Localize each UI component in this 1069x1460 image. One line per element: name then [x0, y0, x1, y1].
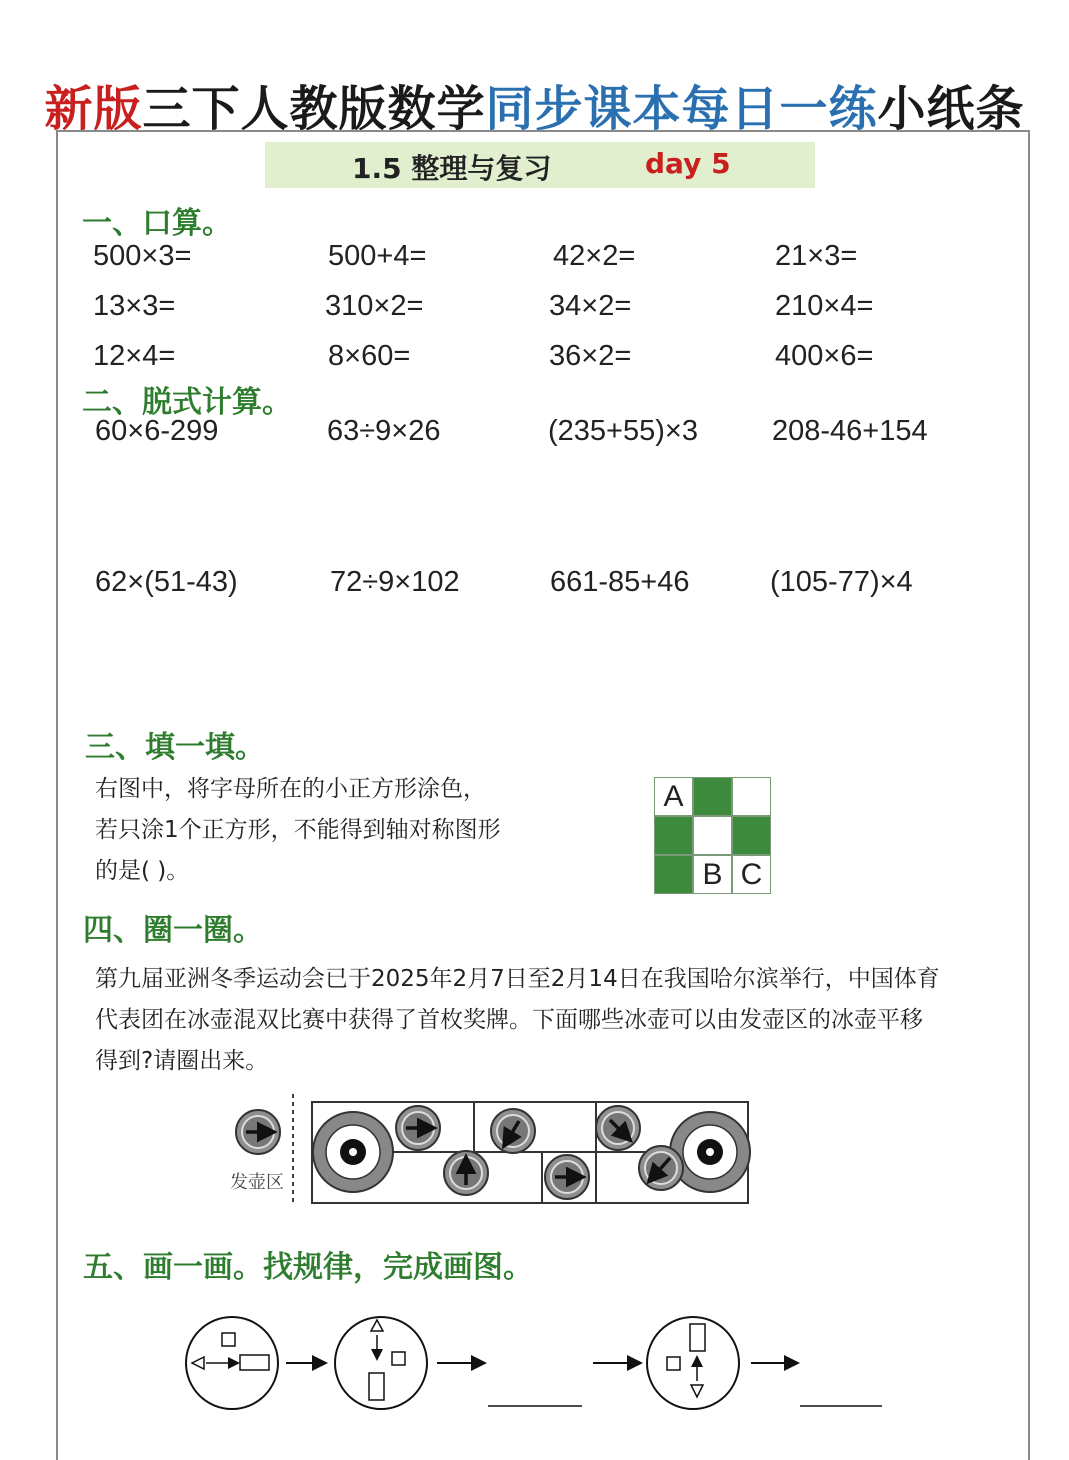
oral-calc-item: 500+4=: [328, 240, 427, 272]
circle-question-line: 第九届亚洲冬季运动会已于2025年2月7日至2月14日在我国哈尔滨举行，中国体育: [95, 966, 940, 992]
fill-question-line: 右图中，将字母所在的小正方形涂色，: [95, 776, 486, 802]
step-calc-item: (235+55)×3: [548, 415, 698, 447]
pattern-circle: [647, 1317, 739, 1409]
oral-calc-item: 8×60=: [328, 340, 411, 372]
house-target-icon: [313, 1112, 393, 1192]
curling-stone-icon: [545, 1155, 589, 1199]
curling-figure: [220, 1090, 760, 1210]
grid-cell: [693, 777, 732, 816]
lesson-title: 1.5 整理与复习: [352, 152, 552, 185]
step-calc-item: 661-85+46: [550, 566, 690, 598]
oral-calc-item: 13×3=: [93, 290, 176, 322]
oral-calc-item: 310×2=: [325, 290, 424, 322]
step-calc-item: 63÷9×26: [327, 415, 441, 447]
launch-zone-label: 发壶区: [230, 1172, 284, 1193]
step-calc-item: 60×6-299: [95, 415, 219, 447]
curling-stone-icon: [444, 1151, 488, 1195]
symmetry-grid: [654, 777, 772, 895]
step-calc-item: 62×(51-43): [95, 566, 238, 598]
circle-question-line: 得到?请圈出来。: [95, 1048, 269, 1074]
section2-heading: 二、脱式计算。: [82, 385, 292, 420]
curling-stone-icon: [596, 1106, 640, 1150]
section5-heading: 五、画一画。找规律，完成画图。: [83, 1250, 533, 1285]
oral-calc-item: 210×4=: [775, 290, 874, 322]
grid-cell-a: A: [654, 777, 693, 816]
step-calc-item: (105-77)×4: [770, 566, 913, 598]
grid-cell-c: C: [732, 855, 771, 894]
oral-calc-item: 42×2=: [553, 240, 636, 272]
circle-question-line: 代表团在冰壶混双比赛中获得了首枚奖牌。下面哪些冰壶可以由发壶区的冰壶平移: [95, 1007, 923, 1033]
curling-stone-icon: [396, 1106, 440, 1150]
title-part-grade: 三下人教版数学: [142, 81, 486, 137]
section1-heading: 一、口算。: [82, 206, 232, 241]
title-part-new: 新版: [44, 81, 143, 137]
house-target-icon: [670, 1112, 750, 1192]
oral-calc-item: 34×2=: [549, 290, 632, 322]
step-calc-item: 208-46+154: [772, 415, 928, 447]
grid-cell: [654, 855, 693, 894]
pattern-figure: [170, 1305, 930, 1430]
grid-cell: [693, 816, 732, 855]
grid-cell: [732, 777, 771, 816]
section4-heading: 四、圈一圈。: [83, 913, 263, 948]
oral-calc-item: 21×3=: [775, 240, 858, 272]
title-part-daily: 同步课本每日一练: [485, 81, 878, 137]
step-calc-item: 72÷9×102: [330, 566, 460, 598]
oral-calc-item: 500×3=: [93, 240, 192, 272]
curling-stone-icon: [236, 1110, 280, 1154]
oral-calc-item: 12×4=: [93, 340, 176, 372]
grid-cell: [732, 816, 771, 855]
pattern-circle: [335, 1317, 427, 1409]
oral-calc-item: 400×6=: [775, 340, 874, 372]
pattern-circle: [186, 1317, 278, 1409]
oral-calc-item: 36×2=: [549, 340, 632, 372]
grid-cell: [654, 816, 693, 855]
fill-question-line: 若只涂1个正方形，不能得到轴对称图形: [95, 817, 501, 843]
fill-question-line: 的是( )。: [95, 858, 190, 884]
curling-stone-icon: [491, 1109, 535, 1153]
grid-cell-b: B: [693, 855, 732, 894]
section3-heading: 三、填一填。: [85, 730, 265, 765]
page-title: [0, 70, 1069, 139]
curling-stone-icon: [639, 1146, 683, 1190]
title-part-slip: 小纸条: [877, 81, 1025, 137]
day-label: day 5: [645, 147, 731, 180]
